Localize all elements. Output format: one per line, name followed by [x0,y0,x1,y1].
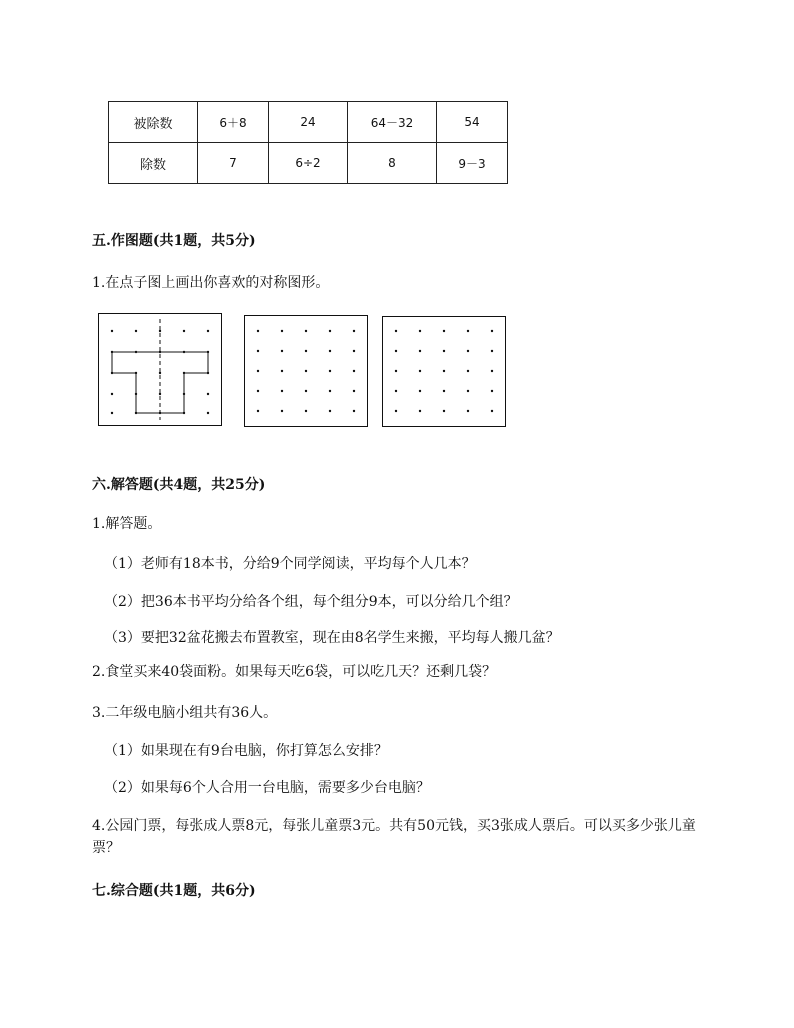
section6-q3-sub2: （2）如果每6个人合用一台电脑，需要多少台电脑？ [104,780,430,796]
table-cell: 54 [437,102,508,143]
row-label: 除数 [109,143,198,184]
table-cell: 24 [269,102,348,143]
section6-q1-sub2: （2）把36本书平均分给各个组，每个组分9本，可以分给几个组？ [104,594,518,610]
table-row [109,143,508,184]
table-cell: 6＋8 [198,102,269,143]
dot-grid-with-figure [98,313,222,426]
section6-q4: 4.公园门票，每张成人票8元，每张儿童票3元。共有50元钱，买3张成人票后。可以买多少张儿童票？ [92,818,696,856]
section5-title: 五.作图题(共1题，共5分) [92,233,256,249]
section6-q1-sub1: （1）老师有18本书，分给9个同学阅读，平均每个人几本？ [104,556,476,572]
dot-grid-empty [382,316,506,427]
table-cell: 9－3 [437,143,508,184]
grid-dots [395,330,493,412]
section5-q1: 1.在点子图上画出你喜欢的对称图形。 [92,275,330,291]
table-cell: 64－32 [348,102,437,143]
dot-grid-empty [244,315,368,427]
section6-title: 六.解答题(共4题，共25分) [92,477,266,493]
section6-q1: 1.解答题。 [92,516,162,532]
table-cell: 6÷2 [269,143,348,184]
section6-q1-sub3: （3）要把32盆花搬去布置教室，现在由8名学生来搬，平均每人搬几盆？ [104,630,560,646]
section6-q3: 3.二年级电脑小组共有36人。 [92,705,278,721]
row-label: 被除数 [109,102,198,143]
section6-q2: 2.食堂买来40袋面粉。如果每天吃6袋，可以吃几天？还剩几袋？ [92,664,497,680]
table-cell: 7 [198,143,269,184]
division-table [108,101,508,184]
section7-title: 七.综合题(共1题，共6分) [92,883,256,899]
grid-dots [257,330,355,412]
section6-q3-sub1: （1）如果现在有9台电脑，你打算怎么安排？ [104,743,388,759]
table-row [109,102,508,143]
table-cell: 8 [348,143,437,184]
